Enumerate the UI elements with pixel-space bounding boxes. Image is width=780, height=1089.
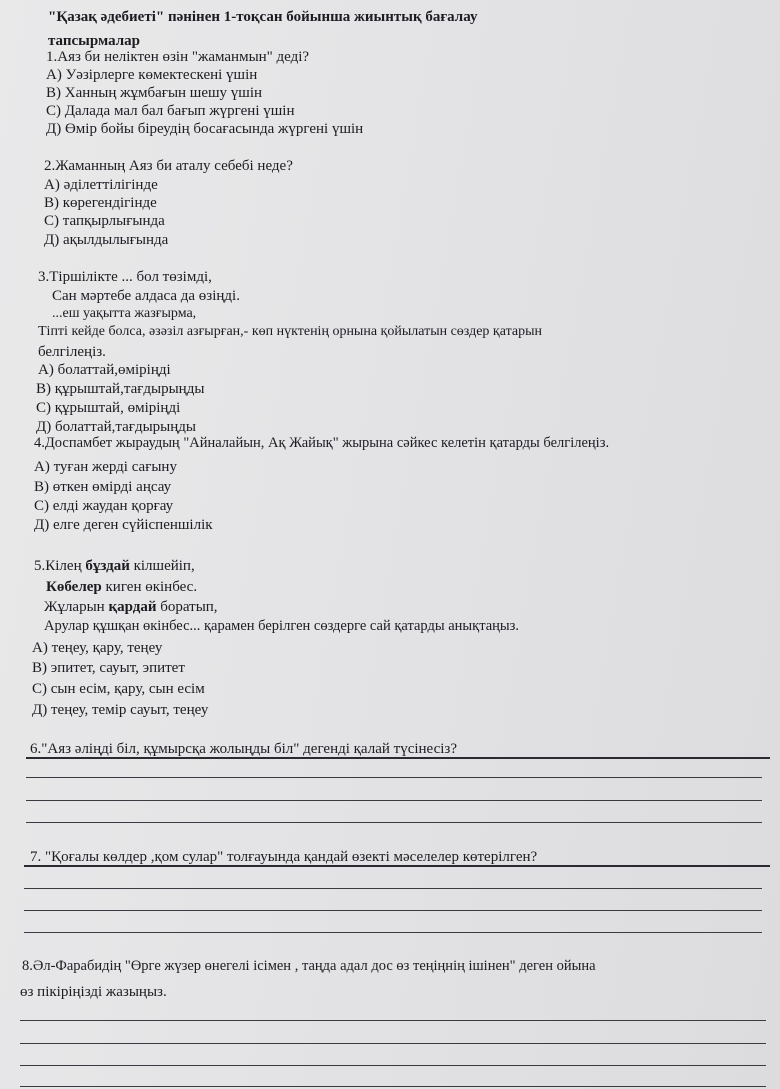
q3-line-2: Сан мәртебе алдаса да өзіңді. xyxy=(52,288,240,304)
answer-line[interactable] xyxy=(20,1020,766,1021)
q1-option-a: А) Уәзірлерге көмектескені үшін xyxy=(46,67,258,83)
answer-line[interactable] xyxy=(24,888,762,889)
q4-text: 4.Доспамбет жыраудың "Айналайын, Ақ Жайық" жырына сәйкес келетін қатарды белгілеңіз. xyxy=(34,435,610,451)
q5-line-1 xyxy=(34,557,195,575)
q3-option-d: Д) болаттай,тағдырыңды xyxy=(36,419,196,435)
q5-line-1-part-c: кілшейіп, xyxy=(129,558,195,574)
q5-bold-word-2: Көбелер xyxy=(46,579,102,595)
q4-option-d: Д) елге деген сүйіспеншілік xyxy=(34,517,213,533)
q5-line-3-part-a: Жұларын xyxy=(44,599,109,615)
answer-line[interactable] xyxy=(26,800,762,801)
q5-bold-word-3: қардай xyxy=(108,599,157,615)
q3-option-c: С) құрыштай, өміріңді xyxy=(36,400,181,416)
q1-option-b: В) Ханның жұмбағын шешу үшін xyxy=(46,85,263,101)
q3-line-5: белгілеңіз. xyxy=(38,344,106,360)
answer-line[interactable] xyxy=(26,757,770,759)
q5-option-a: А) теңеу, қару, теңеу xyxy=(32,640,163,656)
q8-line-1: 8.Әл-Фарабидің "Өрге жүзер өнегелі ісімен , таңда адал дос өз теңіңнің ішінен" деген ойына xyxy=(22,958,596,974)
answer-line[interactable] xyxy=(24,865,770,867)
q2-option-c: С) тапқырлығында xyxy=(44,213,165,229)
q5-line-4: Арулар құшқан өкінбес... қарамен берілген сөздерге сай қатарды анықтаңыз. xyxy=(44,618,520,634)
q7-text: 7. "Қоғалы көлдер ,қом сулар" толғауында қандай өзекті мәселелер көтерілген? xyxy=(30,849,538,865)
q1-option-d: Д) Өмір бойы біреудің босағасында жүргені үшін xyxy=(46,121,364,137)
q5-line-2 xyxy=(46,578,197,596)
q4-option-c: С) елді жаудан қорғау xyxy=(34,498,174,514)
q5-option-c: С) сын есім, қару, сын есім xyxy=(32,681,205,697)
q3-line-4: Тіпті кейде болса, әзәзіл азғырған,- көп нүктенің орнына қойылатын сөздер қатарын xyxy=(38,324,542,339)
q5-option-d: Д) теңеу, темір сауыт, теңеу xyxy=(32,702,209,718)
q4-option-a: А) туған жерді сағыну xyxy=(34,459,177,475)
answer-line[interactable] xyxy=(26,822,762,823)
q3-option-a: А) болаттай,өміріңді xyxy=(38,362,171,378)
answer-line[interactable] xyxy=(20,1086,766,1087)
q3-line-1: 3.Тіршілікте ... бол төзімді, xyxy=(38,269,212,285)
q2-option-d: Д) ақылдылығында xyxy=(44,232,169,248)
q6-text: 6."Аяз әліңді біл, құмырсқа жолыңды біл" дегенді қалай түсінесіз? xyxy=(30,741,457,757)
q5-line-3-part-c: боратып, xyxy=(156,599,218,615)
q5-option-b: В) эпитет, сауыт, эпитет xyxy=(32,660,185,676)
q5-line-1-part-a: 5.Кілең xyxy=(34,558,86,574)
q1-text: 1.Аяз би неліктен өзін "жаманмын" деді? xyxy=(46,49,310,65)
answer-line[interactable] xyxy=(20,1043,766,1044)
answer-line[interactable] xyxy=(24,910,762,911)
q4-option-b: В) өткен өмірді аңсау xyxy=(34,479,172,495)
answer-line[interactable] xyxy=(20,1065,766,1066)
q3-line-3: ...еш уақытта жазғырма, xyxy=(52,306,197,321)
answer-line[interactable] xyxy=(26,777,762,778)
q5-line-3 xyxy=(44,598,218,616)
q3-option-b: В) құрыштай,тағдырыңды xyxy=(36,381,205,397)
q8-line-2: өз пікіріңізді жазыңыз. xyxy=(20,984,167,1000)
answer-line[interactable] xyxy=(24,932,762,933)
header-title: "Қазақ әдебиеті" пәнінен 1-тоқсан бойынша жиынтық бағалау xyxy=(48,9,478,25)
q1-option-c: С) Далада мал бал бағып жүргені үшін xyxy=(46,103,295,119)
q5-line-2-part-b: киген өкінбес. xyxy=(101,579,198,595)
q5-bold-word-1: бұздай xyxy=(85,558,130,574)
q2-option-a: А) әділеттілігінде xyxy=(44,177,158,193)
header-subtitle: тапсырмалар xyxy=(48,33,140,49)
q2-text: 2.Жаманның Аяз би аталу себебі неде? xyxy=(44,158,293,174)
q2-option-b: В) көрегендігінде xyxy=(44,195,157,211)
